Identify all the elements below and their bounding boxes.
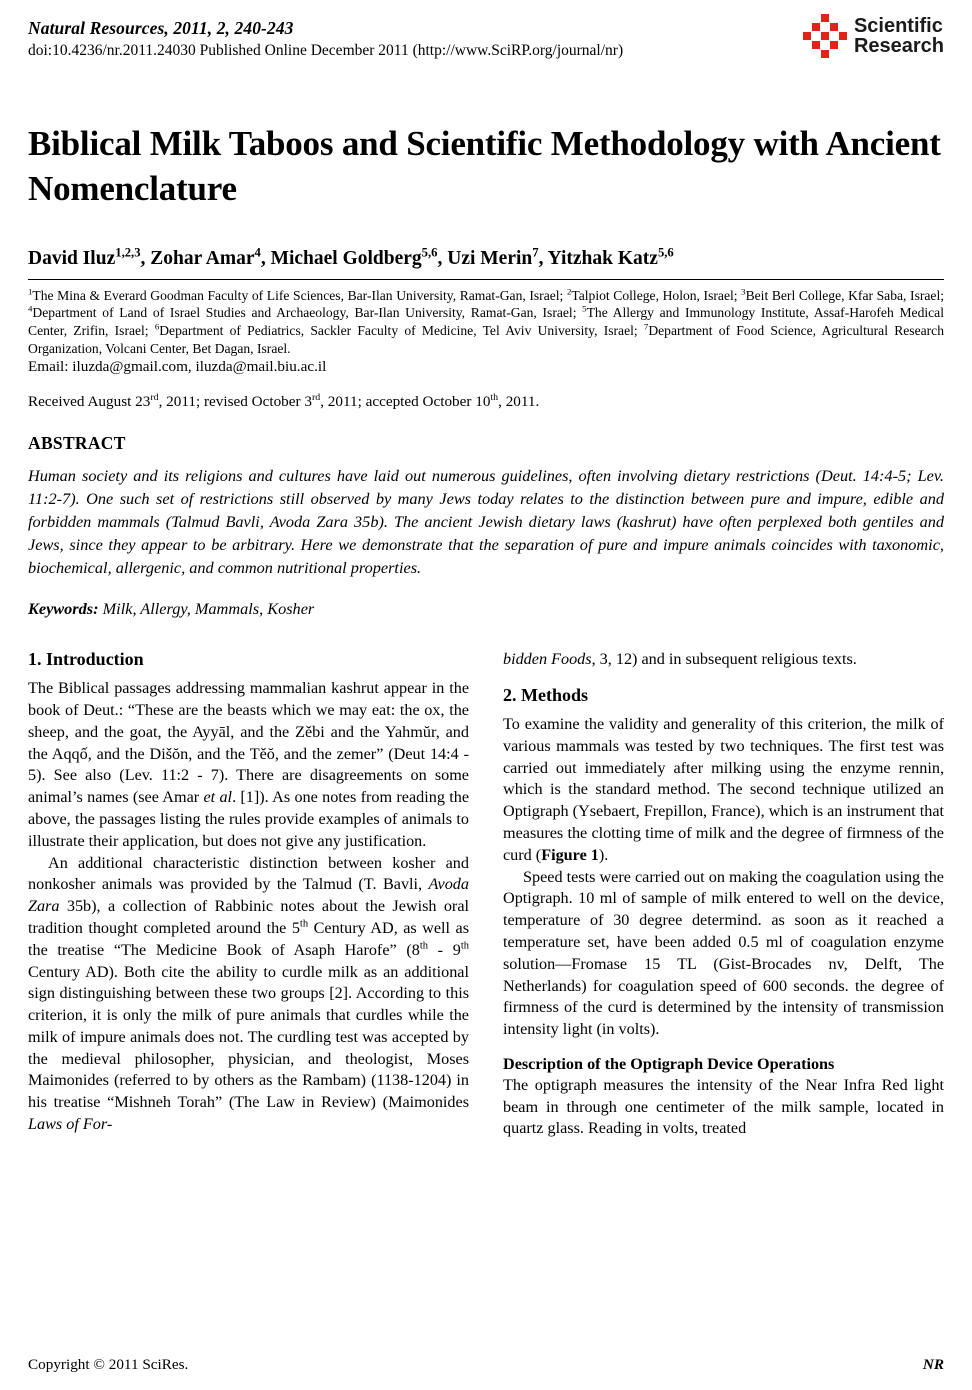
page-footer (28, 1356, 944, 1374)
affiliations: $^1$The Mina & Everard Goodman Faculty of Life Sciences, Bar-Ilan University, Ramat-Gan, Israel; $^2$Talpiot College, Holon, Israel; $^3$Beit Berl College, Kfar Saba, Israel; $^4$Department of Land of Israel Studies and Archaeology, Bar-Ilan University, Ramat-Gan, Israel; $^5$The Allergy and Immunology Institute, Assaf-Harofeh Medical Center, Zrifin, Israel; $^6$Department of Pediatrics, Sackler Faculty of Medicine, Tel Aviv University, Israel; $^7$Department of Food Science, Agricultural Research Organization, Volcani Center, Bet Dagan, Israel. (28, 286, 945, 356)
column-right (503, 649, 944, 1140)
author-list: David Iluz$^{1,2,3}$, Zohar Amar$^4$, Michael Goldberg$^{5,6}$, Uzi Merin$^7$, Yitzhak Katz$^{5,6}$ (28, 248, 944, 280)
section-heading-introduction: 1. Introduction (28, 649, 144, 670)
subsection-heading-optigraph: Description of the Optigraph Device Operations (503, 1054, 835, 1073)
methods-paragraph-1: To examine the validity and generality of this criterion, the milk of various mammals was tested by two techniques. The first test was carried out immediately after milking using the enzyme rennin, which is the standard method. The second technique utilized an Optigraph (Ysebaert, Frepillon, France), which is an instrument that measures the clotting time of milk and the degree of firmness of the curd (Figure 1). (503, 715, 944, 864)
optigraph-paragraph-1: The optigraph measures the intensity of the Near Infra Red light beam in through one centimeter of the milk sample, located in quartz glass. Reading in volts, treated (503, 1075, 944, 1138)
publisher-name-line1: Scientific (853, 15, 943, 37)
abstract-text: Human society and its religions and cultures have laid out numerous guidelines, often involving dietary restrictions (Deut. 14:4-5; Lev. 11:2-7). One such set of restrictions still observed by many Jews today relates to the distinction between pure and impure, edible and forbidden mammals (Talmud Bavli, Avoda Zara 35b). The ancient Jewish dietary laws (kashrut) have often perplexed both gentiles and Jews, since they appear to be arbitrary. Here we demonstrate that the separation of pure and impure animals coincides with taxonomic, biochemical, allergenic, and common nutritional properties. (28, 466, 944, 577)
journal-name: Natural Resources (28, 18, 165, 38)
received-dates: Received August 23rd, 2011; revised October 3rd, 2011; accepted October 10th, 2011. (28, 392, 540, 411)
scientific-research-logo-icon (803, 14, 847, 58)
section-heading-methods: 2. Methods (503, 685, 588, 706)
doi-line: doi:10.4236/nr.2011.24030 Published Online December 2011 (http://www.SciRP.org/journal/nr) (28, 42, 624, 59)
page-title: Biblical Milk Taboos and Scientific Methodology with Ancient Nomenclature (28, 124, 941, 208)
contact-email: Email: iluzda@gmail.com, iluzda@mail.biu.ac.il (28, 358, 327, 376)
publisher-logo (803, 14, 944, 58)
publisher-name (854, 16, 944, 56)
journal-abbreviation: NR (922, 1356, 944, 1373)
journal-volume: , 2011, 2, 240-243 (164, 18, 294, 38)
intro-paragraph-1: The Biblical passages addressing mammalian kashrut appear in the book of Deut.: “These are the beasts which we may eat: the ox, the sheep, and the goat, the Ayyāl, and the Zěbi and the Yahmŭr, and the Aqqố, and the Dišŏn, and the Těŏ, and the zemer” (Deut 14:4 - 5). See also (Lev. 11:2 - 7). There are disagreements on some animal’s names (see Amar et al. [1]). As one notes from reading the above, the passages listing the rules provide examples of animals to illustrate their application, but does not give any justification. (28, 679, 469, 850)
column-left (28, 649, 469, 1140)
copyright-notice: Copyright © 2011 SciRes. (28, 1356, 189, 1373)
intro-paragraph-2-continued: bidden Foods, 3, 12) and in subsequent religious texts. (503, 650, 857, 669)
methods-paragraph-2: Speed tests were carried out on making the coagulation using the Optigraph. 10 ml of sample of milk entered to well on the device, temperature of 30 degree determind. as soon as it reached a temperature set, have been added 0.5 ml of coagulation enzyme solution—Fromase 15 TL (Gist-Brocades nv, Delft, The Netherlands) for coagulation speed of 600 seconds. the degree of firmness of the curd is determined by the intensity of transmission intensity light (in volts). (503, 867, 944, 1039)
page-header (28, 15, 944, 76)
publisher-name-line2: Research (853, 35, 944, 57)
keywords: Keywords: Milk, Allergy, Mammals, Kosher (28, 599, 315, 619)
intro-paragraph-2: An additional characteristic distinction between kosher and nonkosher animals was provided by the Talmud (T. Bavli, Avoda Zara 35b), a collection of Rabbinic notes about the Jewish oral tradition thought completed around the 5th Century AD, as well as the treatise “The Medicine Book of Asaph Harofe” (8th - 9th Century AD). Both cite the ability to curdle milk as an additional sign distinguishing between these two groups [2]. According to this criterion, it is only the milk of pure animals that curdles while the milk of impure animals does not. The curdling test was accepted by the medieval philosopher, physician, and theologist, Moses Maimonides (referred to by others as the Rambam) (1138-1204) in his treatise “Mishneh Torah” (The Law in Review) (Maimonides Laws of For- (28, 853, 469, 1133)
abstract-heading: ABSTRACT (28, 433, 126, 454)
body-columns (28, 649, 944, 1140)
